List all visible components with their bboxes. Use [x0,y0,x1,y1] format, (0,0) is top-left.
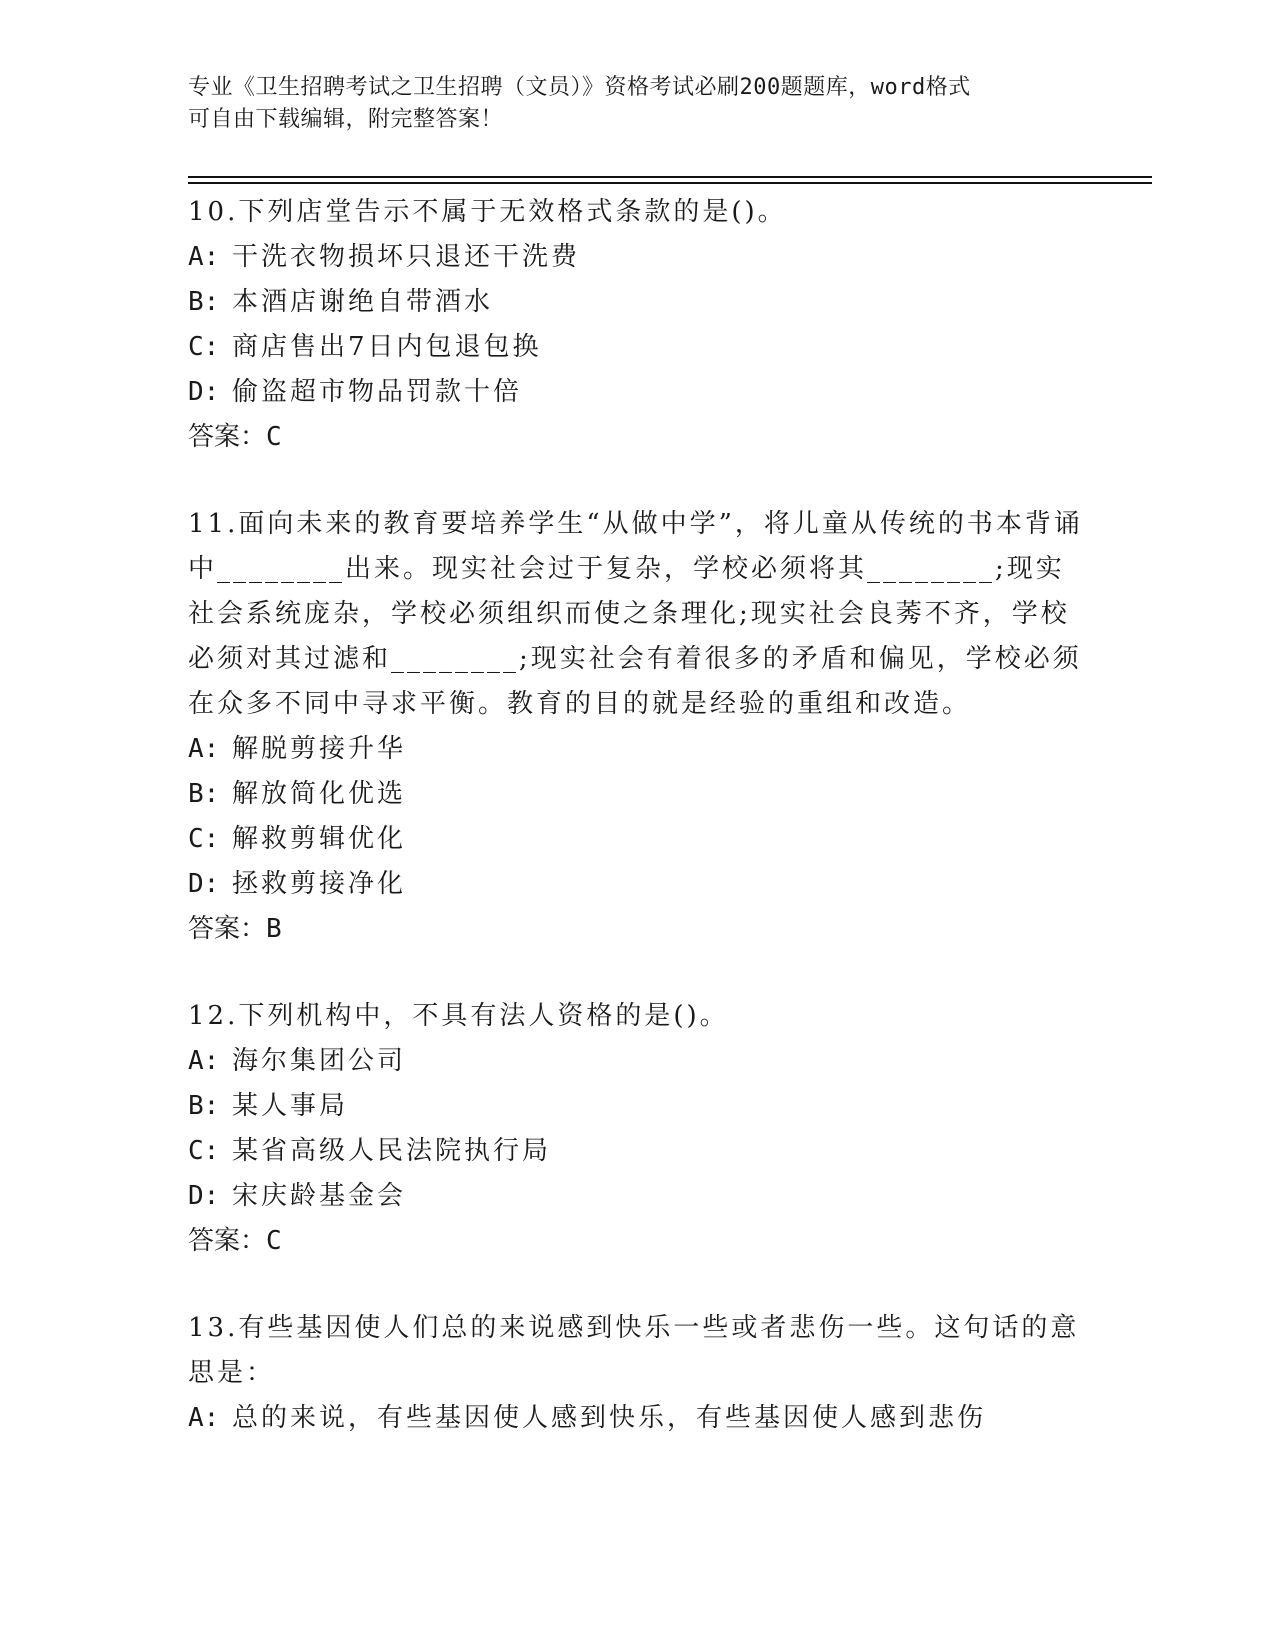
question-list [188,190,1088,1483]
option-text: 宋庆龄基金会 [232,1181,407,1211]
option-key: C: [188,824,220,854]
option-text: 解脱剪接升华 [232,734,407,764]
option-key: B: [188,287,220,317]
answer-label: 答案： [188,1226,267,1256]
question-11 [188,502,1088,952]
option-key: B: [188,1091,220,1121]
option-text: 解放简化优选 [232,779,407,809]
answer-label: 答案： [188,914,267,944]
option-text: 某人事局 [232,1091,349,1121]
question-13 [188,1306,1088,1441]
option-key: A: [188,1046,220,1076]
option-key: D: [188,377,220,407]
option-key: A: [188,734,220,764]
option-a [188,1396,1088,1441]
question-text: 10.下列店堂告示不属于无效格式条款的是()。 [188,197,787,227]
option-text: 总的来说，有些基因使人感到快乐，有些基因使人感到悲伤 [232,1403,987,1433]
option-key: B: [188,779,220,809]
question-12 [188,994,1088,1264]
option-key: D: [188,1181,220,1211]
answer-value: B [266,914,282,944]
option-c [188,1129,1088,1174]
option-text: 商店售出7日内包退包换 [232,332,542,362]
option-a [188,1039,1088,1084]
option-text: 干洗衣物损坏只退还干洗费 [232,242,581,272]
option-d [188,862,1088,907]
option-a [188,727,1088,772]
option-b [188,280,1088,325]
option-key: A: [188,242,220,272]
question-text: 12.下列机构中，不具有法人资格的是()。 [188,1001,729,1031]
option-a [188,235,1088,280]
question-text: 13.有些基因使人们总的来说感到快乐一些或者悲伤一些。这句话的意思是： [188,1313,1080,1388]
answer-line [188,907,1088,952]
answer-value: C [266,422,282,452]
header-line-1: 专业《卫生招聘考试之卫生招聘（文员）》资格考试必刷200题题库，word格式 [188,75,971,100]
option-key: C: [188,332,220,362]
header-rule-bottom [188,182,1152,184]
option-c [188,325,1088,370]
answer-line [188,1219,1088,1264]
answer-line [188,415,1088,460]
option-d [188,370,1088,415]
option-key: D: [188,869,220,899]
option-text: 解救剪辑优化 [232,824,407,854]
document-header [188,72,1068,136]
question-10 [188,190,1088,460]
answer-label: 答案： [188,422,267,452]
header-line-2: 可自由下载编辑，附完整答案！ [188,107,504,132]
option-key: C: [188,1136,220,1166]
option-b [188,1084,1088,1129]
answer-value: C [266,1226,282,1256]
option-c [188,817,1088,862]
option-d [188,1174,1088,1219]
option-text: 偷盗超市物品罚款十倍 [232,377,523,407]
option-text: 本酒店谢绝自带酒水 [232,287,494,317]
option-text: 海尔集团公司 [232,1046,407,1076]
option-text: 某省高级人民法院执行局 [232,1136,552,1166]
header-rule-top [188,176,1152,178]
option-b [188,772,1088,817]
option-key: A: [188,1403,220,1433]
option-text: 拯救剪接净化 [232,869,407,899]
question-text: 11.面向未来的教育要培养学生“从做中学”，将儿童从传统的书本背诵中________出来。现实社会过于复杂，学校必须将其________;现实社会系统庞杂，学校必须组织而使之条理化;现实社会良莠不齐，学校必须对其过滤和________;现实社会有着很多的矛盾和偏见，学校必须在众多不同中寻求平衡。教育的目的就是经验的重组和改造。 [188,509,1083,719]
